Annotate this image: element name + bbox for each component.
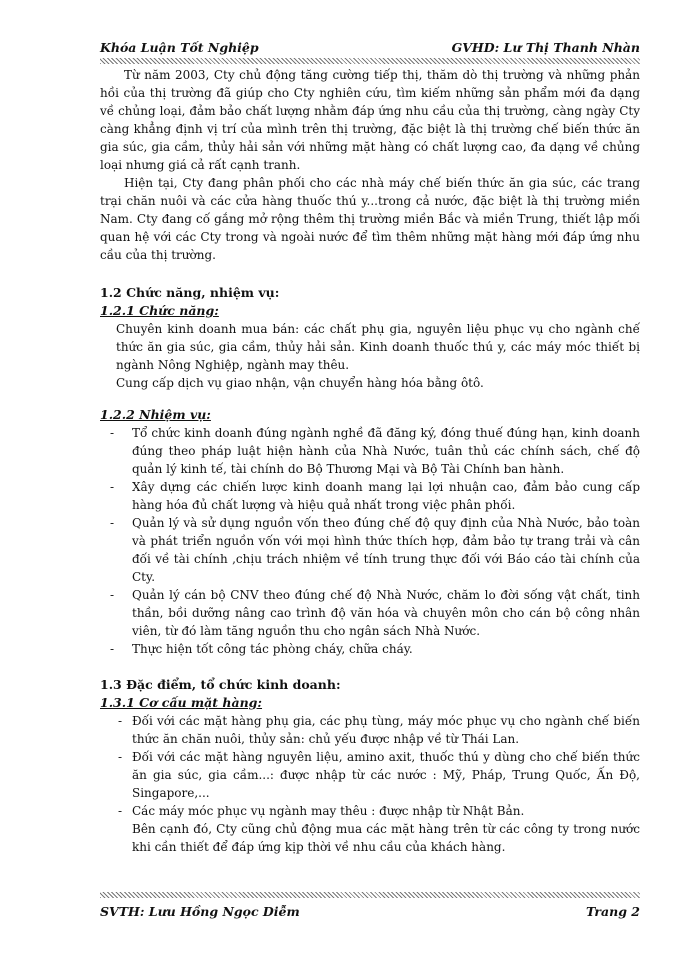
footer-rule — [100, 892, 640, 898]
product-structure-list — [100, 712, 640, 820]
page-number: Trang 2 — [586, 904, 640, 919]
list-item: - Quản lý và sử dụng nguồn vốn theo đúng chế độ quy định của Nhà Nước, bảo toàn và phát triển nguồn vốn với mọi hình thức thích hợp, đảm bảo tự trang trải và cân đối về tài chính ,chịu trách nhiệm về tính trung thực đối với Báo cáo tài chính của Cty. — [110, 516, 640, 584]
duties-list — [100, 424, 640, 658]
list-item: - Đối với các mặt hàng nguyên liệu, amino axit, thuốc thú y dùng cho chế biến thức ăn gia súc, gia cầm...: được nhập từ các nước : Mỹ, Pháp, Trung Quốc, Ấn Độ, Singapore,... — [118, 750, 640, 800]
list-item: - Đối với các mặt hàng phụ gia, các phụ tùng, máy móc phục vụ cho ngành chế biến thức ăn chăn nuôi, thủy sản: chủ yếu được nhập về từ Thái Lan. — [118, 714, 640, 746]
list-item: - Các máy móc phục vụ ngành may thêu : được nhập từ Nhật Bản. — [118, 804, 525, 818]
section-1-2-heading: 1.2 Chức năng, nhiệm vụ: — [100, 285, 280, 300]
list-item: - Quản lý cán bộ CNV theo đúng chế độ Nhà Nước, chăm lo đời sống vật chất, tinh thần, bồi dưỡng nâng cao trình độ văn hóa và chuyên môn cho cán bộ công nhân viên, từ đó làm tăng nguồn thu cho ngân sách Nhà Nước. — [110, 588, 640, 638]
section-1-2-1-heading: 1.2.1 Chức năng: — [100, 303, 219, 318]
closing-paragraph: Bên cạnh đó, Cty cũng chủ động mua các mặt hàng trên từ các công ty trong nước khi cần thiết để đáp ứng kịp thời về nhu cầu của khách hàng. — [132, 822, 640, 854]
page-body — [100, 66, 640, 856]
page-header — [100, 36, 640, 58]
intro-paragraph-1: Từ năm 2003, Cty chủ động tăng cường tiếp thị, thăm dò thị trường và những phản hồi của thị trường đã giúp cho Cty nghiên cứu, tìm kiếm những sản phẩm mới đa dạng về chủng loại, đảm bảo chất lượng nhằm đáp ứng nhu cầu của thị trường, càng ngày Cty càng khẳng định vị trí của mình trên thị trường, đặc biệt là thị trường chế biến thức ăn gia súc, gia cầm, thủy hải sản với những mặt hàng có chất lượng cao, đa dạng về chủng loại nhưng giá cả rất cạnh tranh. — [100, 68, 640, 172]
list-item: - Tổ chức kinh doanh đúng ngành nghề đã đăng ký, đóng thuế đúng hạn, kinh doanh đúng theo pháp luật hiện hành của Nhà Nước, tuân thủ các chính sách, chế độ quản lý kinh tế, tài chính do Bộ Thương Mại và Bộ Tài Chính ban hành. — [110, 426, 640, 476]
section-1-2-2-heading: 1.2.2 Nhiệm vụ: — [100, 407, 211, 422]
header-advisor: GVHD: Lư Thị Thanh Nhàn — [451, 40, 640, 55]
list-item: - Thực hiện tốt công tác phòng cháy, chữa cháy. — [110, 642, 413, 656]
list-item: - Xây dựng các chiến lược kinh doanh mang lại lợi nhuận cao, đảm bảo cung cấp hàng hóa đủ chất lượng và hiệu quả nhất trong việc phân phối. — [110, 480, 640, 512]
intro-paragraph-2: Hiện tại, Cty đang phân phối cho các nhà máy chế biến thức ăn gia súc, các trang trại chăn nuôi và các cửa hàng thuốc thú y...trong cả nước, đặc biệt là thị trường miền Nam. Cty đang cố gắng mở rộng thêm thị trường miền Bắc và miền Trung, thiết lập mối quan hệ với các Cty trong và ngoài nước để tìm thêm những mặt hàng mới đáp ứng nhu cầu của thị trường. — [100, 176, 640, 262]
section-1-3-1-heading: 1.3.1 Cơ cấu mặt hàng: — [100, 695, 263, 710]
footer-student: SVTH: Lưu Hồng Ngọc Diễm — [100, 904, 300, 919]
header-title: Khóa Luận Tốt Nghiệp — [100, 40, 259, 55]
functions-paragraph-2: Cung cấp dịch vụ giao nhận, vận chuyển hàng hóa bằng ôtô. — [116, 376, 484, 390]
header-rule — [100, 58, 640, 64]
section-1-3-heading: 1.3 Đặc điểm, tổ chức kinh doanh: — [100, 677, 341, 692]
functions-paragraph-1: Chuyên kinh doanh mua bán: các chất phụ gia, nguyên liệu phục vụ cho ngành chế thức ăn gia súc, gia cầm, thủy hải sản. Kinh doanh thuốc thú y, các máy móc thiết bị ngành Nông Nghiệp, ngành may thêu. — [116, 322, 640, 372]
page-footer — [100, 900, 640, 922]
